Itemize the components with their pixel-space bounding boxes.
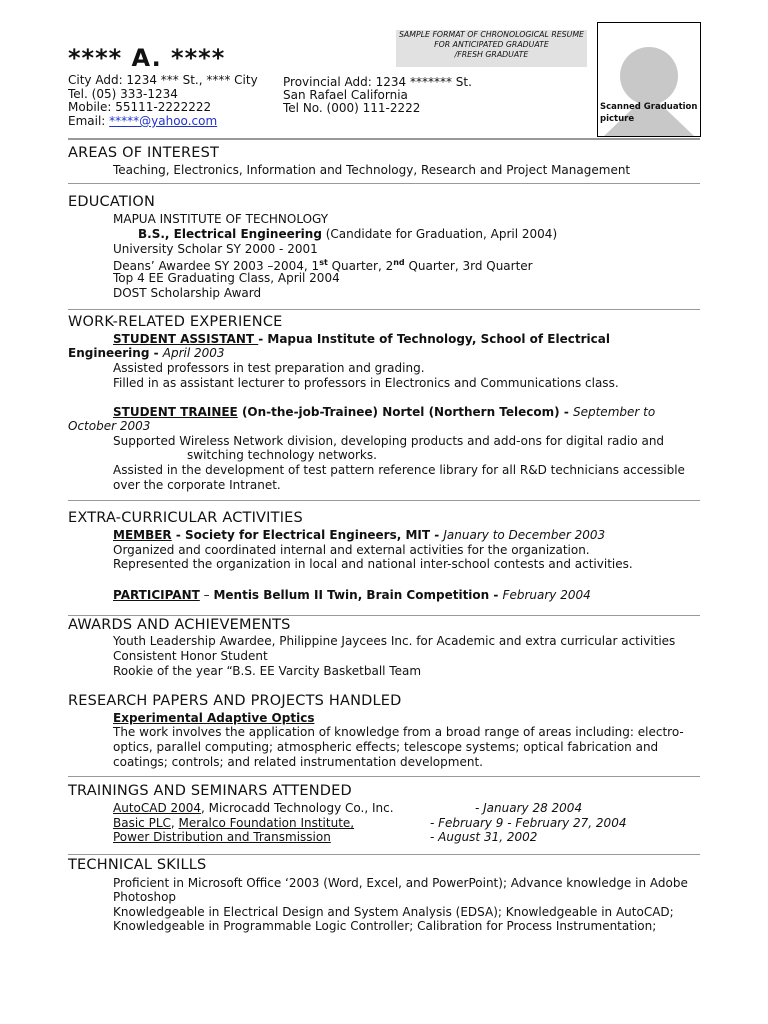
job1-date: April 2003 bbox=[162, 346, 225, 360]
photo-caption-line-2: picture bbox=[600, 114, 635, 124]
work-heading: WORK-RELATED EXPERIENCE bbox=[68, 314, 283, 330]
header-divider bbox=[68, 138, 700, 140]
job2-date-cont: October 2003 bbox=[68, 419, 151, 433]
sample-note-line-1: SAMPLE FORMAT OF CHRONOLOGICAL RESUME bbox=[398, 30, 584, 39]
provincial-telephone: Tel No. (000) 111-2222 bbox=[283, 101, 421, 115]
activity1-row bbox=[113, 528, 605, 543]
degree: B.S., Electrical Engineering bbox=[138, 227, 322, 241]
photo-caption-line-1: Scanned Graduation bbox=[600, 102, 698, 112]
job2-org: (On-the-job-Trainee) Nortel (Northern Telecom) - bbox=[237, 405, 573, 419]
training-1 bbox=[113, 801, 394, 816]
areas-heading: AREAS OF INTEREST bbox=[68, 145, 220, 161]
award-3: Rookie of the year “B.S. EE Varcity Basketball Team bbox=[113, 664, 422, 678]
skill-1: Proficient in Microsoft Office ‘2003 (Word, Excel, and PowerPoint); Advance knowledge in Adobe bbox=[113, 876, 688, 890]
award-2: Consistent Honor Student bbox=[113, 649, 268, 663]
city-address: City Add: 1234 *** St., **** City bbox=[68, 73, 258, 87]
activity2-title: PARTICIPANT bbox=[113, 588, 200, 602]
divider bbox=[68, 776, 700, 777]
skill-1-cont: Photoshop bbox=[113, 890, 177, 904]
provincial-address: Provincial Add: 1234 ******* St. bbox=[283, 75, 472, 89]
award-1: Youth Leadership Awardee, Philippine Jaycees Inc. for Academic and extra curricular activities bbox=[113, 634, 676, 648]
research-desc-3: coatings; controls; and related instrumentation development. bbox=[113, 755, 483, 769]
degree-note: (Candidate for Graduation, April 2004) bbox=[321, 227, 558, 241]
awards-heading: AWARDS AND ACHIEVEMENTS bbox=[68, 617, 291, 633]
skills-heading: TECHNICAL SKILLS bbox=[68, 857, 207, 873]
photo-caption bbox=[600, 101, 697, 125]
divider bbox=[68, 309, 700, 310]
research-heading: RESEARCH PAPERS AND PROJECTS HANDLED bbox=[68, 693, 402, 709]
job2-duty-1: Supported Wireless Network division, developing products and add-ons for digital radio and bbox=[113, 434, 665, 448]
skill-2: Knowledgeable in Electrical Design and System Analysis (EDSA); Knowledgeable in AutoCAD; bbox=[113, 905, 674, 919]
training-2-name: Basic PLC bbox=[113, 816, 171, 830]
university-scholar: University Scholar SY 2000 - 2001 bbox=[113, 242, 318, 256]
skill-3: Knowledgeable in Programmable Logic Controller; Calibration for Process Instrumentation; bbox=[113, 919, 657, 933]
activity2-row bbox=[113, 588, 591, 603]
training-3-name: Power Distribution and Transmission bbox=[113, 830, 331, 844]
email-row bbox=[68, 114, 217, 129]
graduation-photo-placeholder bbox=[597, 22, 701, 137]
research-title: Experimental Adaptive Optics bbox=[113, 711, 315, 725]
training-2 bbox=[113, 816, 354, 831]
email-link[interactable]: *****@yahoo.com bbox=[109, 114, 218, 128]
job1-row bbox=[113, 332, 610, 347]
activity1-title: MEMBER bbox=[113, 528, 172, 542]
education-heading: EDUCATION bbox=[68, 194, 156, 210]
activity2-org: Mentis Bellum II Twin, Brain Competition - bbox=[213, 588, 503, 602]
deans-sup-nd: nd bbox=[393, 258, 405, 267]
job2-duty-1-cont: switching technology networks. bbox=[187, 448, 377, 462]
deans-text-c: Quarter, 3rd Quarter bbox=[404, 259, 533, 273]
trainings-heading: TRAININGS AND SEMINARS ATTENDED bbox=[68, 783, 352, 799]
training-1-date: - January 28 2004 bbox=[475, 801, 583, 815]
divider bbox=[68, 854, 700, 855]
job1-duty-2: Filled in as assistant lecturer to professors in Electronics and Communications class. bbox=[113, 376, 619, 390]
training-1-name: AutoCAD 2004 bbox=[113, 801, 202, 815]
sample-format-note bbox=[396, 30, 587, 67]
training-2-sep: , bbox=[170, 816, 179, 830]
sample-note-line-2: FOR ANTICIPATED GRADUATE bbox=[434, 40, 549, 49]
deans-text-a: Deans’ Awardee SY 2003 –2004, 1 bbox=[113, 259, 320, 273]
divider bbox=[68, 183, 700, 184]
deans-sup-st: st bbox=[319, 258, 328, 267]
training-1-org: , Microcadd Technology Co., Inc. bbox=[201, 801, 394, 815]
training-2-org: Meralco Foundation Institute, bbox=[178, 816, 355, 830]
sample-note-line-3: /FRESH GRADUATE bbox=[454, 50, 529, 59]
job2-row bbox=[113, 405, 655, 420]
extra-heading: EXTRA-CURRICULAR ACTIVITIES bbox=[68, 510, 303, 526]
activity1-desc-1: Organized and coordinated internal and external activities for the organization. bbox=[113, 543, 590, 557]
top4-class: Top 4 EE Graduating Class, April 2004 bbox=[113, 271, 340, 285]
job2-duty-2: Assisted in the development of test pattern reference library for all R&D technicians accessible bbox=[113, 463, 685, 477]
job2-duty-2-cont: over the corporate Intranet. bbox=[113, 478, 281, 492]
applicant-name: **** A. **** bbox=[68, 44, 226, 72]
divider bbox=[68, 500, 700, 501]
job1-title: STUDENT ASSISTANT bbox=[113, 332, 259, 346]
divider bbox=[68, 615, 700, 616]
training-3-date: - August 31, 2002 bbox=[430, 830, 538, 844]
degree-row bbox=[138, 227, 557, 242]
job1-duty-1: Assisted professors in test preparation and grading. bbox=[113, 361, 425, 375]
activity2-date: February 2004 bbox=[502, 588, 591, 602]
school-name: MAPUA INSTITUTE OF TECHNOLOGY bbox=[113, 212, 329, 226]
mobile: Mobile: 55111-2222222 bbox=[68, 100, 212, 114]
job2-date: September to bbox=[572, 405, 656, 419]
deans-text-b: Quarter, 2 bbox=[327, 259, 394, 273]
job1-org: - Mapua Institute of Technology, School of Electrical bbox=[258, 332, 610, 346]
provincial-city: San Rafael California bbox=[283, 88, 408, 102]
activity2-dash: – bbox=[199, 588, 214, 602]
activity1-desc-2: Represented the organization in local and national inter-school contests and activities. bbox=[113, 557, 633, 571]
activity1-org: - Society for Electrical Engineers, MIT - bbox=[171, 528, 444, 542]
job1-row-2 bbox=[68, 346, 225, 361]
research-desc-1: The work involves the application of knowledge from a broad range of areas including: electro- bbox=[113, 725, 684, 739]
job2-title: STUDENT TRAINEE bbox=[113, 405, 238, 419]
areas-text: Teaching, Electronics, Information and Technology, Research and Project Management bbox=[113, 163, 631, 177]
dost-award: DOST Scholarship Award bbox=[113, 286, 262, 300]
research-desc-2: optics, parallel computing; atmospheric effects; telescope systems; optical fabrication and bbox=[113, 740, 659, 754]
telephone: Tel. (05) 333-1234 bbox=[68, 87, 178, 101]
job1-org-cont: Engineering - bbox=[68, 346, 163, 360]
activity1-date: January to December 2003 bbox=[443, 528, 606, 542]
email-label: Email: bbox=[68, 114, 110, 128]
training-2-date: - February 9 - February 27, 2004 bbox=[430, 816, 627, 830]
